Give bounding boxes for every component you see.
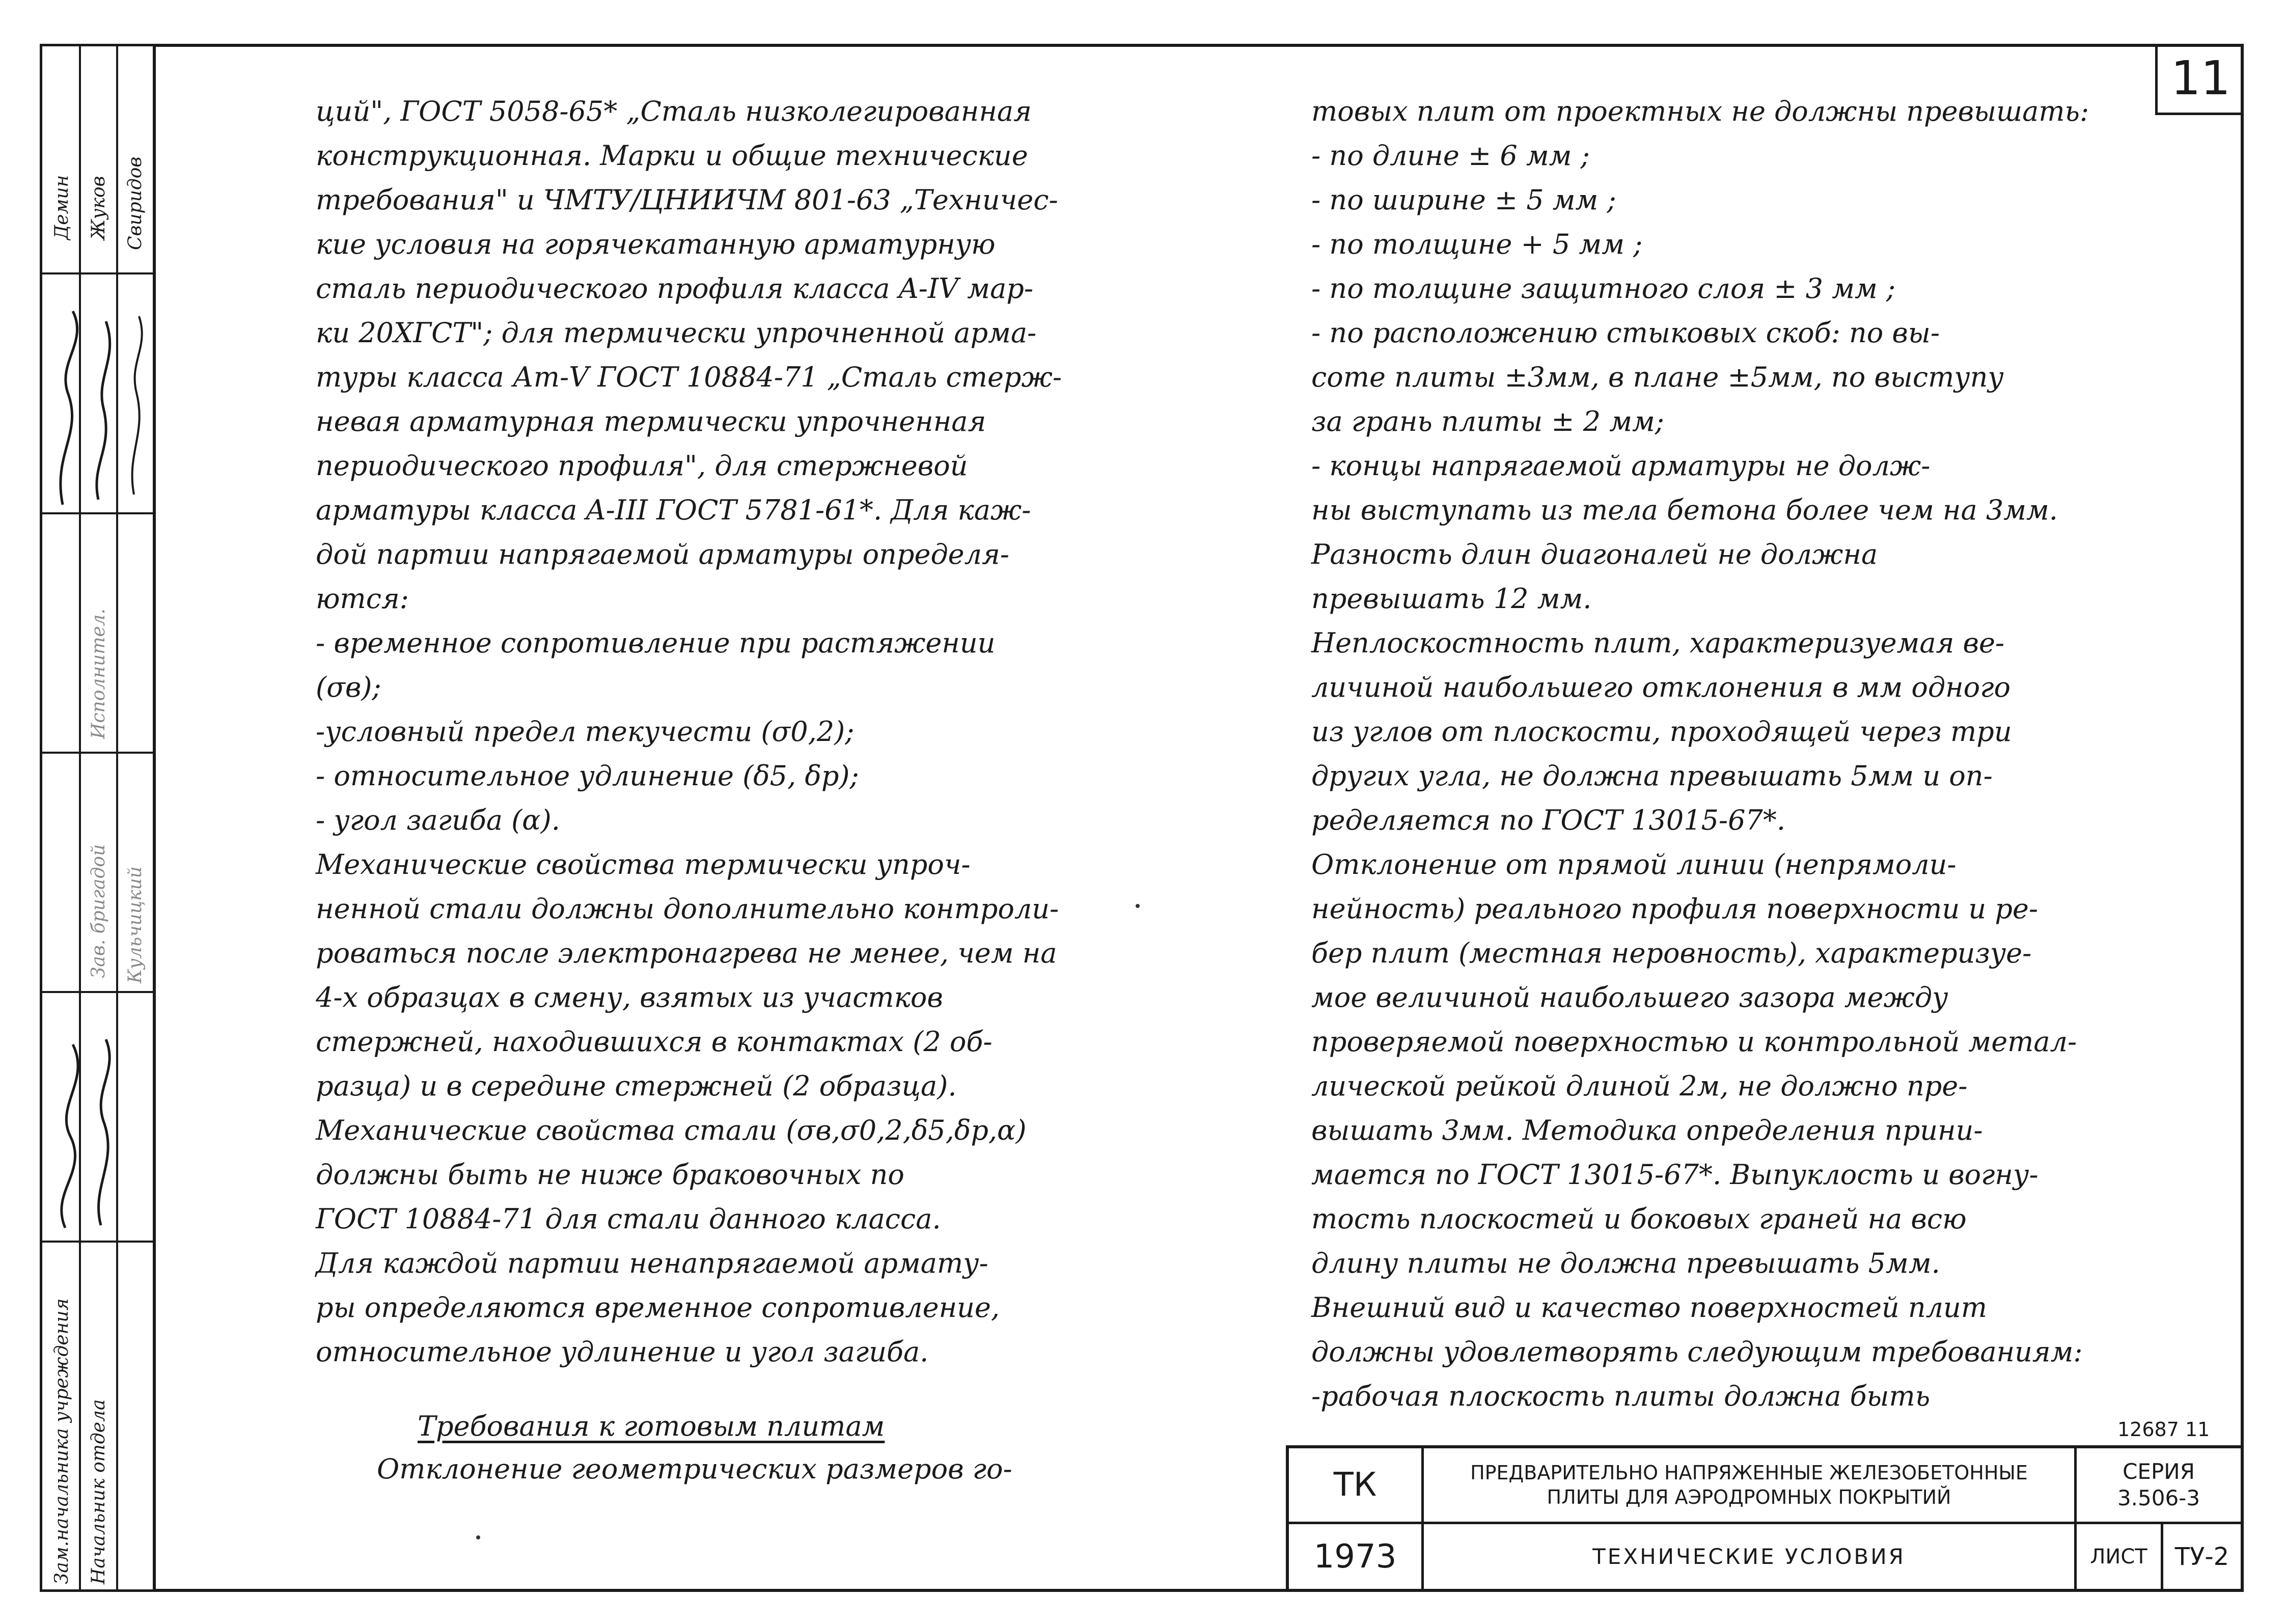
sheet-number: 11 bbox=[2155, 44, 2244, 115]
strip-divider bbox=[116, 46, 118, 1589]
text-line: ются: bbox=[316, 583, 409, 615]
text-line: туры класса Ат-V ГОСТ 10884-71 „Сталь стерж- bbox=[316, 361, 1062, 393]
title-main bbox=[1421, 1448, 2074, 1522]
text-line: - концы напрягаемой арматуры не долж- bbox=[1311, 450, 1931, 482]
margin-role: Зам.начальника учреждения bbox=[51, 1298, 72, 1584]
text-line: периодического профиля", для стержневой bbox=[316, 450, 968, 482]
text-line: Отклонение от прямой линии (непрямоли- bbox=[1311, 848, 1957, 880]
text-line: Для каждой партии ненапрягаемой армату- bbox=[316, 1247, 988, 1279]
text-line: сталь периодического профиля класса A-IV мар- bbox=[316, 272, 1034, 305]
text-line: требования" и ЧМТУ/ЦНИИЧМ 801-63 „Техничес- bbox=[316, 184, 1058, 216]
text-line: ций", ГОСТ 5058-65* „Сталь низколегированная bbox=[316, 95, 1032, 127]
margin-name: Демин bbox=[51, 175, 72, 240]
text-line: из углов от плоскости, проходящей через три bbox=[1311, 715, 2012, 748]
text-line: товых плит от проектных не должны превышать: bbox=[1311, 95, 2089, 127]
strip-divider bbox=[42, 1241, 153, 1243]
text-line: мается по ГОСТ 13015-67*. Выпуклость и вогну- bbox=[1311, 1159, 2039, 1191]
year: 1973 bbox=[1289, 1522, 1421, 1589]
margin-role: Зав. бригадой bbox=[88, 844, 109, 978]
text-line: должны быть не ниже браковочных по bbox=[316, 1159, 904, 1191]
text-line: других угла, не должна превышать 5мм и оп- bbox=[1311, 760, 1993, 792]
text-line: дой партии напрягаемой арматуры определя- bbox=[316, 538, 1010, 570]
text-line: - по толщине защитного слоя ± 3 мм ; bbox=[1311, 272, 1896, 305]
text-line: конструкционная. Марки и общие технические bbox=[316, 140, 1028, 172]
text-line: ры определяются временное сопротивление, bbox=[316, 1291, 1000, 1324]
text-line: мое величиной наибольшего зазора между bbox=[1311, 981, 1948, 1013]
text-line: Внешний вид и качество поверхностей плит bbox=[1311, 1291, 1988, 1324]
text-line: Механические свойства стали (σв,σ0,2,δ5,δp,α) bbox=[316, 1114, 1027, 1146]
text-line: - угол загиба (α). bbox=[316, 804, 560, 836]
approval-strip bbox=[40, 44, 153, 1592]
series-cell bbox=[2074, 1448, 2241, 1522]
text-line: арматуры класса A-III ГОСТ 5781-61*. Для каж- bbox=[316, 494, 1031, 526]
text-line: -условный предел текучести (σ0,2); bbox=[316, 715, 855, 748]
section-heading-wrap bbox=[418, 1404, 885, 1448]
text-line: - по расположению стыковых скоб: по вы- bbox=[1311, 317, 1940, 349]
document-code: 12687 11 bbox=[2117, 1418, 2210, 1441]
text-line: ределяется по ГОСТ 13015-67*. bbox=[1311, 804, 1786, 836]
text-line: кие условия на горячекатанную арматурную bbox=[316, 228, 996, 260]
text-line: соте плиты ±3мм, в плане ±5мм, по выступу bbox=[1311, 361, 2004, 393]
text-line: (σв); bbox=[316, 671, 381, 703]
text-line: лической рейкой длиной 2м, не должно пре- bbox=[1311, 1070, 1968, 1102]
text-line: Отклонение геометрических размеров го- bbox=[377, 1453, 1012, 1485]
series-value: 3.506-3 bbox=[2117, 1485, 2200, 1510]
signature-image bbox=[42, 1024, 155, 1238]
text-line: ны выступать из тела бетона более чем на 3мм. bbox=[1311, 494, 2058, 526]
strip-divider bbox=[79, 46, 81, 1589]
text-line: - по толщине + 5 мм ; bbox=[1311, 228, 1643, 260]
text-line: длину плиты не должна превышать 5мм. bbox=[1311, 1247, 1940, 1279]
series-label: СЕРИЯ bbox=[2123, 1459, 2195, 1484]
text-line: 4-х образцах в смену, взятых из участков bbox=[316, 981, 943, 1013]
text-line: ки 20ХГСТ"; для термически упрочненной арма- bbox=[316, 317, 1037, 349]
text-line: роваться после электронагрева не менее, чем на bbox=[316, 937, 1057, 969]
scan-speck bbox=[476, 1535, 480, 1539]
title-line: ПЛИТЫ ДЛЯ АЭРОДРОМНЫХ ПОКРЫТИЙ bbox=[1547, 1486, 1951, 1508]
text-line: разца) и в середине стержней (2 образца). bbox=[316, 1070, 957, 1102]
signature-image bbox=[42, 301, 155, 515]
margin-role: Начальник отдела bbox=[88, 1399, 109, 1584]
text-line: вышать 3мм. Методика определения прини- bbox=[1311, 1114, 1983, 1146]
text-line: проверяемой поверхностью и контрольной метал- bbox=[1311, 1026, 2077, 1058]
text-line: Механические свойства термически упроч- bbox=[316, 848, 971, 880]
text-line: тость плоскостей и боковых граней на всю bbox=[1311, 1203, 1967, 1235]
text-line: за грань плиты ± 2 мм; bbox=[1311, 405, 1664, 437]
text-line: превышать 12 мм. bbox=[1311, 583, 1592, 615]
text-line: ГОСТ 10884-71 для стали данного класса. bbox=[316, 1203, 941, 1235]
text-line: - по ширине ± 5 мм ; bbox=[1311, 184, 1616, 216]
strip-divider bbox=[42, 752, 153, 754]
text-line: должны удовлетворять следующим требованиям: bbox=[1311, 1336, 2083, 1368]
sheet-label: ЛИСТ bbox=[2074, 1522, 2161, 1589]
text-line: Разность длин диагоналей не должна bbox=[1311, 538, 1878, 570]
text-line: - по длине ± 6 мм ; bbox=[1311, 140, 1590, 172]
text-line: - временное сопротивление при растяжении bbox=[316, 627, 996, 659]
text-line: относительное удлинение и угол загиба. bbox=[316, 1336, 929, 1368]
scan-speck bbox=[1136, 904, 1140, 908]
text-line: Неплоскостность плит, характеризуемая ве- bbox=[1311, 627, 2005, 659]
margin-name: Свиридов bbox=[125, 156, 146, 250]
section-heading: Требования к готовым плитам bbox=[418, 1410, 885, 1442]
text-line: - относительное удлинение (δ5, δp); bbox=[316, 760, 859, 792]
left-tail-wrap bbox=[377, 1447, 1012, 1491]
org-code: ТК bbox=[1333, 1466, 1377, 1504]
margin-role: Исполнител. bbox=[88, 608, 109, 739]
margin-role: Кульчицкий bbox=[125, 866, 146, 983]
margin-name: Жуков bbox=[88, 176, 109, 240]
strip-divider bbox=[42, 272, 153, 274]
text-line: ненной стали должны дополнительно контроли- bbox=[316, 893, 1059, 925]
strip-divider bbox=[42, 991, 153, 993]
text-line: невая арматурная термически упрочненная bbox=[316, 405, 986, 437]
text-line: -рабочая плоскость плиты должна быть bbox=[1311, 1380, 1931, 1412]
text-line: стержней, находившихся в контактах (2 об- bbox=[316, 1026, 993, 1058]
text-line: нейность) реального профиля поверхности и ре- bbox=[1311, 893, 2039, 925]
subtitle: ТЕХНИЧЕСКИЕ УСЛОВИЯ bbox=[1421, 1522, 2074, 1589]
text-line: бер плит (местная неровность), характеризуе- bbox=[1311, 937, 2032, 969]
title-line: ПРЕДВАРИТЕЛЬНО НАПРЯЖЕННЫЕ ЖЕЛЕЗОБЕТОННЫЕ bbox=[1470, 1462, 2028, 1484]
sheet-value: ТУ-2 bbox=[2161, 1522, 2241, 1589]
left-text-column bbox=[316, 89, 1062, 1374]
title-block bbox=[1286, 1445, 2244, 1592]
right-text-column bbox=[1311, 89, 2089, 1418]
text-line: личиной наибольшего отклонения в мм одного bbox=[1311, 671, 2010, 703]
